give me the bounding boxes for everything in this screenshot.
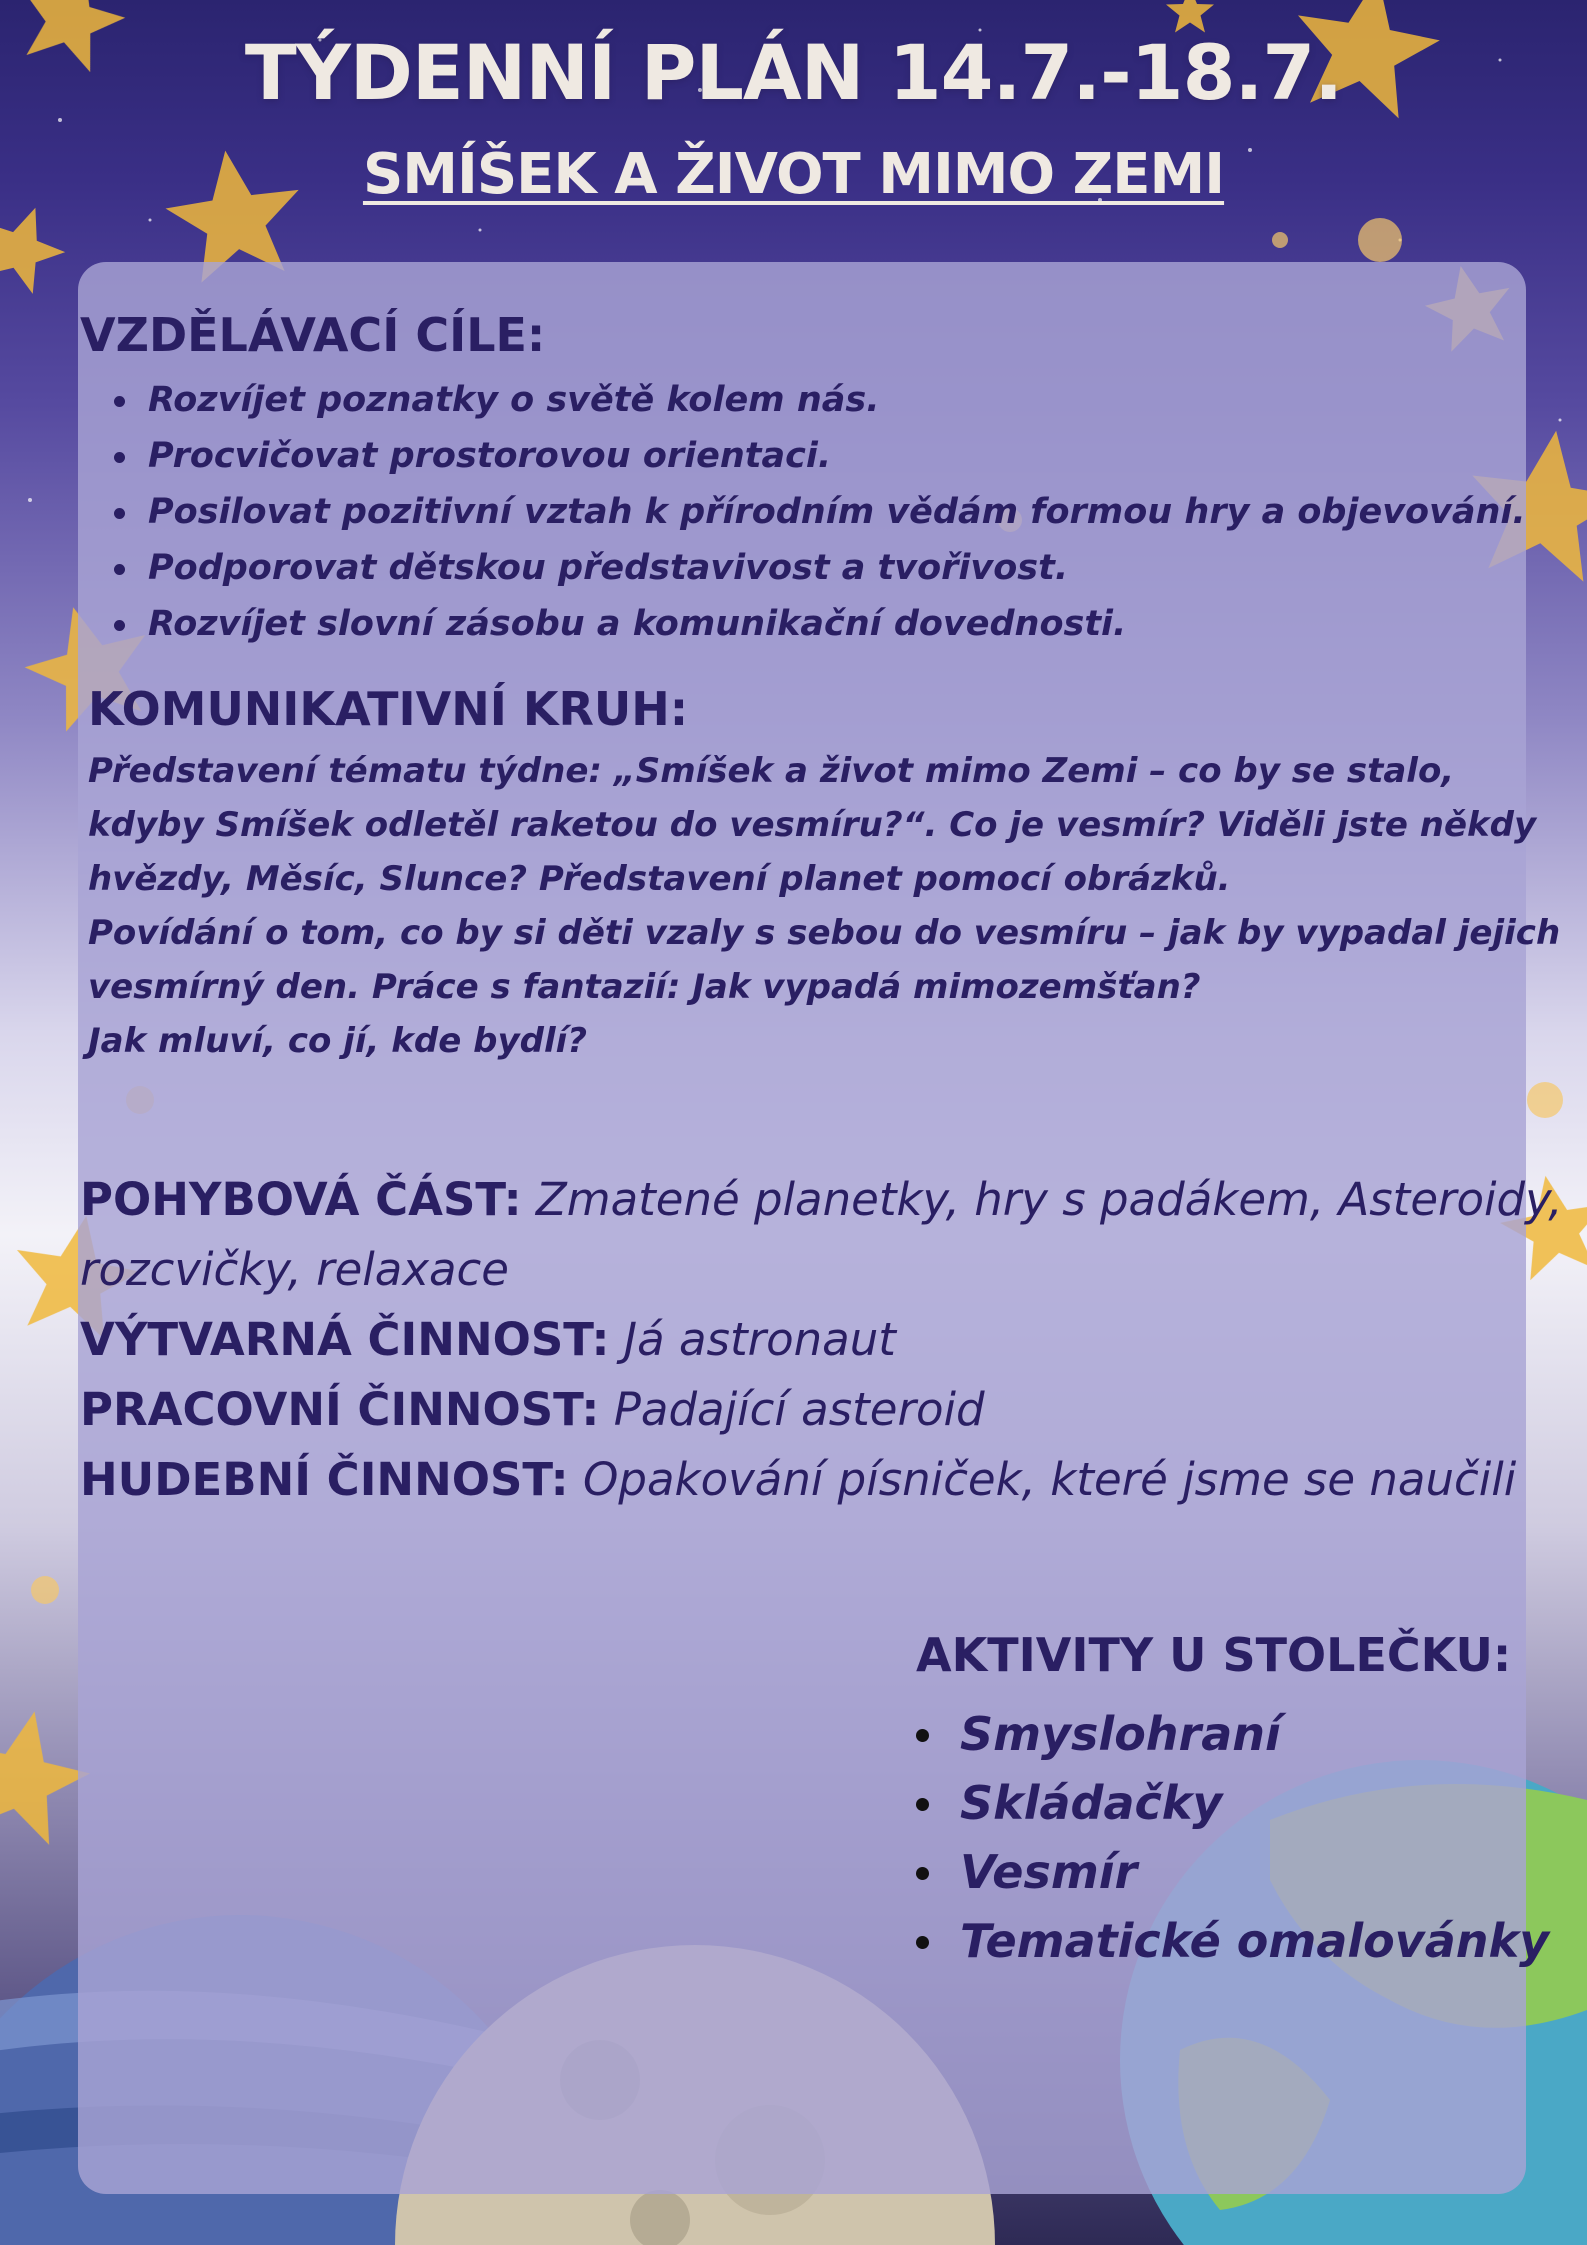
movement-row-cont	[80, 1235, 509, 1305]
list-item: Vesmír	[910, 1838, 1549, 1907]
text-line: vesmírný den. Práce s fantazií: Jak vypadá mimozemšťan?	[88, 967, 1201, 1007]
communication-heading: KOMUNIKATIVNÍ KRUH:	[88, 682, 689, 736]
communication-text	[88, 744, 1561, 1068]
table-activities-heading: AKTIVITY U STOLEČKU:	[916, 1628, 1512, 1682]
star-icon	[0, 193, 76, 300]
text-line: hvězdy, Měsíc, Slunce? Představení planet pomocí obrázků.	[88, 859, 1231, 899]
music-row	[80, 1445, 1516, 1515]
art-value: Já astronaut	[623, 1313, 896, 1366]
art-row	[80, 1305, 896, 1375]
art-label: VÝTVARNÁ ČINNOST:	[80, 1313, 610, 1366]
list-item: Skládačky	[910, 1769, 1549, 1838]
movement-value: Zmatené planetky, hry s padákem, Asteroidy,	[535, 1173, 1563, 1226]
movement-value-cont: rozcvičky, relaxace	[80, 1243, 509, 1296]
movement-label: POHYBOVÁ ČÁST:	[80, 1173, 522, 1226]
work-label: PRACOVNÍ ČINNOST:	[80, 1383, 600, 1436]
text-line: Povídání o tom, co by si děti vzaly s sebou do vesmíru – jak by vypadal jejich	[88, 913, 1561, 953]
goals-heading: VZDĚLÁVACÍ CÍLE:	[80, 308, 546, 362]
list-item: Rozvíjet slovní zásobu a komunikační dovednosti.	[104, 596, 1526, 652]
movement-row	[80, 1165, 1563, 1235]
music-value: Opakování písniček, které jsme se naučili	[582, 1453, 1517, 1506]
text-line: Jak mluví, co jí, kde bydlí?	[88, 1021, 588, 1061]
page-title: TÝDENNÍ PLÁN 14.7.-18.7.	[244, 28, 1343, 117]
text-line: kdyby Smíšek odletěl raketou do vesmíru?“. Co je vesmír? Viděli jste někdy	[88, 805, 1537, 845]
list-item: Rozvíjet poznatky o světě kolem nás.	[104, 372, 1526, 428]
list-item: Smyslohraní	[910, 1700, 1549, 1769]
list-item: Podporovat dětskou představivost a tvořivost.	[104, 540, 1526, 596]
list-item: Procvičovat prostorovou orientaci.	[104, 428, 1526, 484]
list-item: Posilovat pozitivní vztah k přírodním vědám formou hry a objevování.	[104, 484, 1526, 540]
table-activities-list	[910, 1700, 1549, 1976]
list-item: Tematické omalovánky	[910, 1907, 1549, 1976]
work-row	[80, 1375, 985, 1445]
text-line: Představení tématu týdne: „Smíšek a život mimo Zemi – co by se stalo,	[88, 751, 1455, 791]
page-subtitle: SMÍŠEK A ŽIVOT MIMO ZEMI	[362, 142, 1225, 207]
goals-list	[104, 372, 1526, 652]
work-value: Padající asteroid	[613, 1383, 985, 1436]
music-label: HUDEBNÍ ČINNOST:	[80, 1453, 569, 1506]
